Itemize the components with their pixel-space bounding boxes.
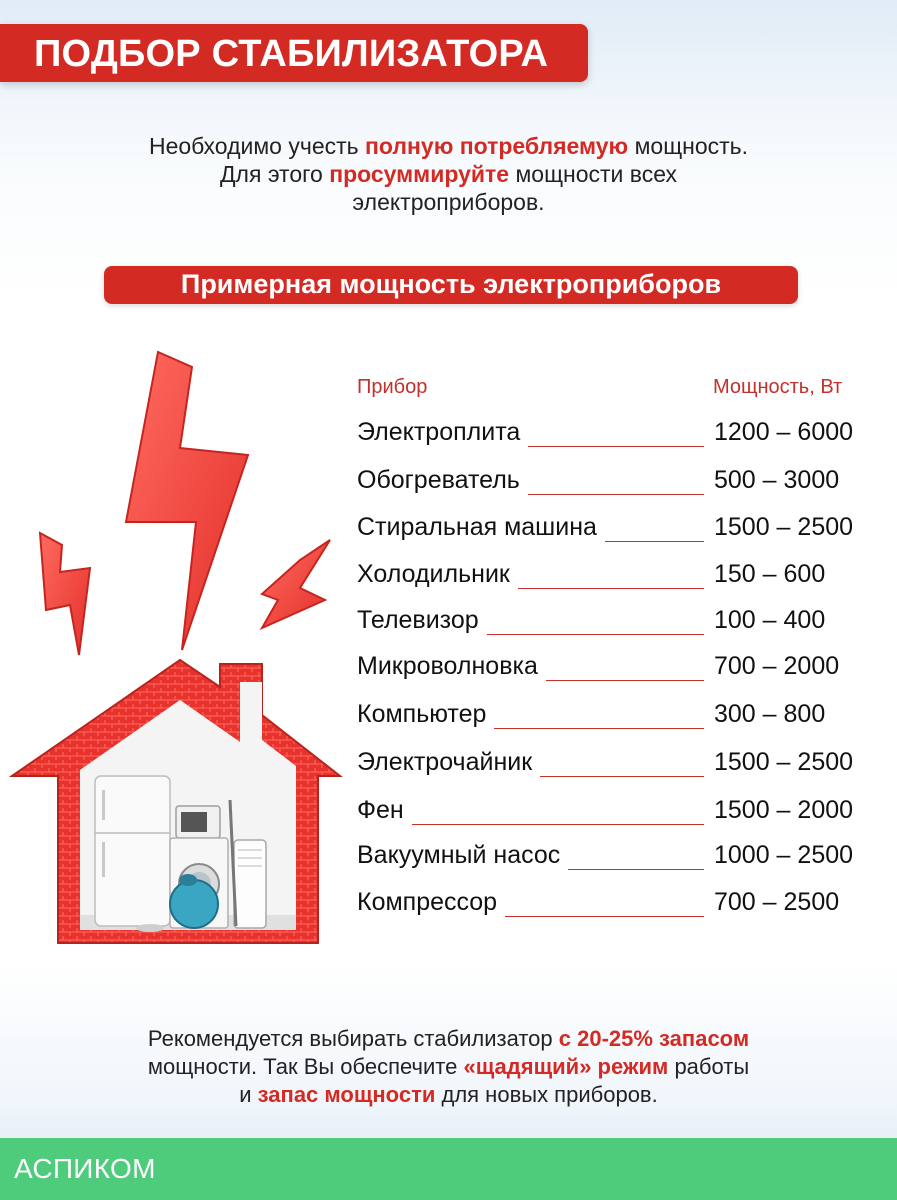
leader-line: [528, 494, 704, 495]
lightning-bolt-small-left-icon: [40, 533, 90, 655]
power-value: 1200 – 6000: [714, 418, 854, 446]
table-row: [357, 796, 877, 836]
section-banner: [104, 266, 798, 304]
intro-line1-end: мощность.: [628, 133, 749, 159]
section-title: Примерная мощность электроприборов: [180, 269, 722, 299]
rec-line3-highlight: запас мощности: [257, 1082, 436, 1107]
intro-line2-start: Для этого: [219, 161, 330, 187]
power-value: 700 – 2500: [714, 888, 840, 916]
house-appliances-illustration: [0, 340, 345, 950]
table-row: [357, 513, 877, 553]
leader-line: [487, 634, 704, 635]
column-header-power: Мощность, Вт: [713, 376, 843, 398]
table-row: [357, 700, 877, 740]
device-name: Электрочайник: [357, 748, 533, 776]
device-name: Стиральная машина: [357, 513, 597, 541]
power-value: 700 – 2000: [714, 652, 840, 680]
leader-line: [494, 728, 704, 729]
intro-line2-end: мощности всех: [509, 161, 678, 187]
rec-line1-start: Рекомендуется выбирать стабилизатор: [147, 1026, 559, 1051]
device-name: Холодильник: [357, 560, 510, 588]
table-row: [357, 748, 877, 788]
lightning-bolt-icon: [126, 352, 248, 650]
leader-line: [605, 541, 704, 542]
power-value: 150 – 600: [714, 560, 826, 588]
device-name: Вакуумный насос: [357, 841, 561, 869]
rec-line3-start: и: [239, 1082, 258, 1107]
power-value: 300 – 800: [714, 700, 826, 728]
intro-line1-start: Необходимо учесть: [148, 133, 366, 159]
column-header-device: Прибор: [357, 376, 428, 398]
power-value: 1500 – 2500: [714, 748, 854, 776]
intro-text: [50, 132, 847, 216]
recommendation-text: [40, 1025, 857, 1109]
leader-line: [505, 916, 704, 917]
table-row: [357, 888, 877, 928]
leader-line: [412, 824, 704, 825]
device-name: Компьютер: [357, 700, 487, 728]
table-row: [357, 606, 877, 646]
rec-line2-start: мощности. Так Вы обеспечите: [147, 1054, 464, 1079]
table-row: [357, 418, 877, 458]
rec-line2-highlight: «щадящий» режим: [463, 1054, 669, 1079]
table-row: [357, 652, 877, 692]
rec-line2-end: работы: [668, 1054, 750, 1079]
device-name: Микроволновка: [357, 652, 538, 680]
intro-line2-highlight: просуммируйте: [329, 161, 510, 187]
table-row: [357, 841, 877, 881]
lightning-bolt-small-right-icon: [262, 540, 330, 628]
table-row: [357, 466, 877, 506]
leader-line: [540, 776, 704, 777]
intro-line3: электроприборов.: [352, 189, 545, 215]
power-value: 1500 – 2000: [714, 796, 854, 824]
intro-line1-highlight: полную потребляемую: [365, 133, 629, 159]
footer-brand: АСПИКОМ: [14, 1153, 156, 1184]
device-name: Электроплита: [357, 418, 521, 446]
device-name: Телевизор: [357, 606, 479, 634]
title-banner: [0, 24, 588, 82]
footer-bar: [0, 1138, 897, 1200]
rec-line1-highlight: с 20-25% запасом: [558, 1026, 750, 1051]
leader-line: [528, 446, 704, 447]
device-name: Компрессор: [357, 888, 498, 916]
power-value: 1000 – 2500: [714, 841, 854, 869]
leader-line: [546, 680, 704, 681]
power-value: 500 – 3000: [714, 466, 840, 494]
rec-line3-end: для новых приборов.: [435, 1082, 658, 1107]
device-name: Фен: [357, 796, 404, 824]
leader-line: [518, 588, 704, 589]
leader-line: [568, 869, 704, 870]
power-value: 1500 – 2500: [714, 513, 854, 541]
device-name: Обогреватель: [357, 466, 520, 494]
table-row: [357, 560, 877, 600]
page-title: ПОДБОР СТАБИЛИЗАТОРА: [34, 33, 549, 75]
power-value: 100 – 400: [714, 606, 826, 634]
